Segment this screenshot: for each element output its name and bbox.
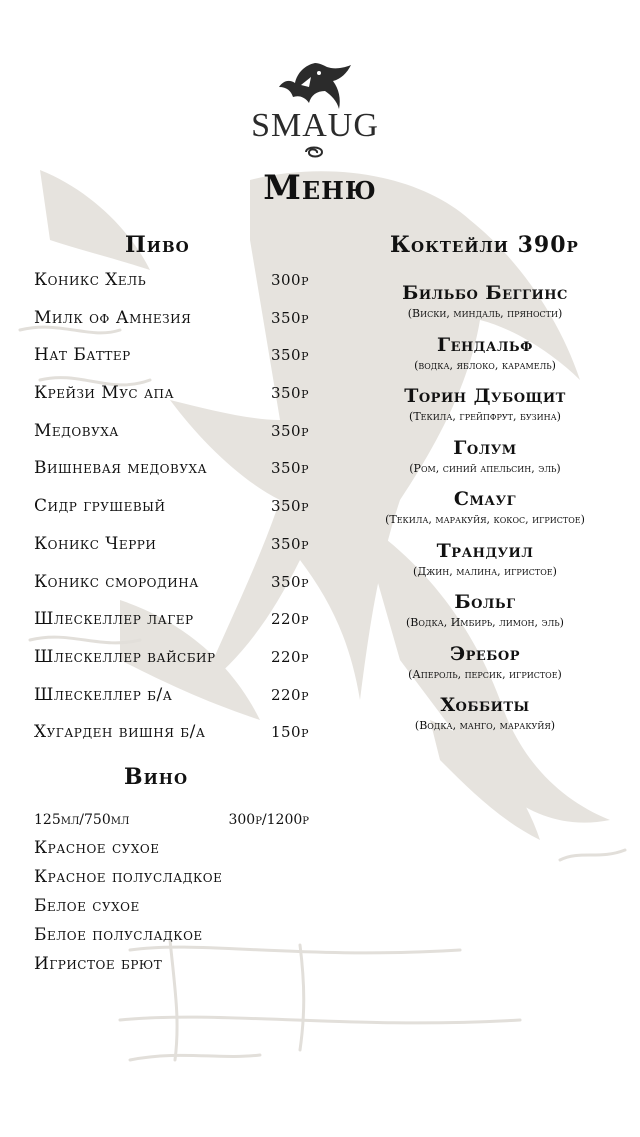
beer-item [34,534,309,572]
cocktail-name: Больг [454,591,516,613]
beer-item-price: 350р [270,497,309,516]
beer-item-name: Вишневая медовуха [34,458,208,479]
beer-item-name: Сидр грушевый [34,496,166,517]
cocktail-ingredients: (Текила, маракуйя, кокос, игристое) [385,513,585,526]
beer-item-price: 300р [270,271,309,289]
cocktail-item [340,538,630,590]
beer-item [34,308,309,346]
beer-section-title: Пиво [125,232,190,258]
beer-item-price: 350р [270,346,309,365]
cocktails-section-title: Коктейли 390р [390,232,579,258]
cocktail-list [340,280,630,744]
cocktail-item [340,641,630,693]
beer-item-name: Медовуха [34,420,119,441]
tail-swirl-icon [300,143,330,161]
wine-item: Красное сухое [34,838,160,858]
beer-item-name: Коникс смородина [34,571,199,592]
cocktail-name: Торин Дубощит [404,385,566,407]
beer-item-price: 350р [270,384,309,403]
beer-item-name: Коникс Черри [34,533,157,554]
wine-item: Красное полусладкое [34,867,223,887]
cocktail-ingredients: (Водка, манго, маракуйя) [414,719,556,732]
beer-item [34,458,309,496]
cocktail-name: Хоббиты [440,694,530,716]
wine-price: 300р/1200р [228,812,309,828]
beer-item [34,647,309,685]
cocktail-ingredients: (Джин, малина, игристое) [413,564,557,578]
cocktail-ingredients: (Ром, синий апельсин, эль) [409,461,561,475]
cocktail-name: Трандуил [436,539,534,562]
wine-volume-price [34,812,309,828]
beer-item-name: Коникс Хель [34,270,147,290]
beer-item-name: Шлескеллер вайсбир [34,646,216,667]
beer-item-price: 150р [270,723,309,742]
cocktail-name: Голум [453,436,517,459]
cocktail-item [340,486,630,538]
beer-item [34,572,309,610]
dragon-logo-icon [275,55,355,115]
smaug-logo [240,55,390,155]
beer-item [34,270,309,308]
beer-item-price: 350р [270,459,309,478]
wine-section-title: Вино [124,764,189,790]
cocktail-ingredients: (Текила, грейпфрут, бузина) [409,410,561,423]
cocktail-item [340,692,630,744]
cocktail-ingredients: (Водка, Имбирь, лимон, эль) [406,616,564,629]
beer-item-name: Хугарден вишня б/а [34,722,206,743]
beer-item-price: 220р [270,685,309,704]
cocktail-item [340,280,630,332]
cocktail-name: Бильбо Беггинс [402,282,568,304]
beer-item [34,722,309,760]
cocktail-ingredients: (Апероль, персик, игристое) [408,667,562,681]
beer-item-name: Нат Баттер [34,345,131,366]
beer-item [34,685,309,723]
menu-title: Меню [263,168,377,208]
beer-item-name: Милк оф Амнезия [34,307,192,328]
cocktail-name: Смауг [453,488,517,510]
beer-item-price: 350р [270,534,309,553]
beer-item-price: 220р [270,647,309,666]
cocktail-item [340,383,630,435]
wine-volume: 125мл/750мл [34,812,130,828]
beer-item [34,609,309,647]
cocktail-item [340,589,630,641]
beer-item [34,383,309,421]
wine-list [34,838,334,983]
beer-list [34,270,309,760]
beer-item-price: 350р [270,308,309,327]
cocktail-item [340,332,630,384]
beer-item [34,421,309,459]
brand-name: SMAUG [251,107,379,144]
beer-item [34,496,309,534]
cocktail-ingredients: (Виски, миндаль, пряности) [407,307,563,320]
beer-item-price: 220р [270,610,309,629]
cocktail-ingredients: (водка, яблоко, карамель) [414,358,556,372]
cocktail-item [340,435,630,487]
wine-item: Игристое брют [34,954,163,974]
beer-item-name: Крейзи Мус апа [34,383,175,404]
wine-item: Белое полусладкое [34,925,203,945]
cocktail-name: Эребор [449,642,520,665]
beer-item-price: 350р [270,572,309,591]
beer-item [34,345,309,383]
beer-item-name: Шлескеллер лагер [34,609,194,630]
beer-item-price: 350р [270,421,309,440]
beer-item-name: Шлескеллер б/а [34,684,173,705]
wine-item: Белое сухое [34,896,140,916]
cocktail-name: Гендальф [436,333,533,356]
